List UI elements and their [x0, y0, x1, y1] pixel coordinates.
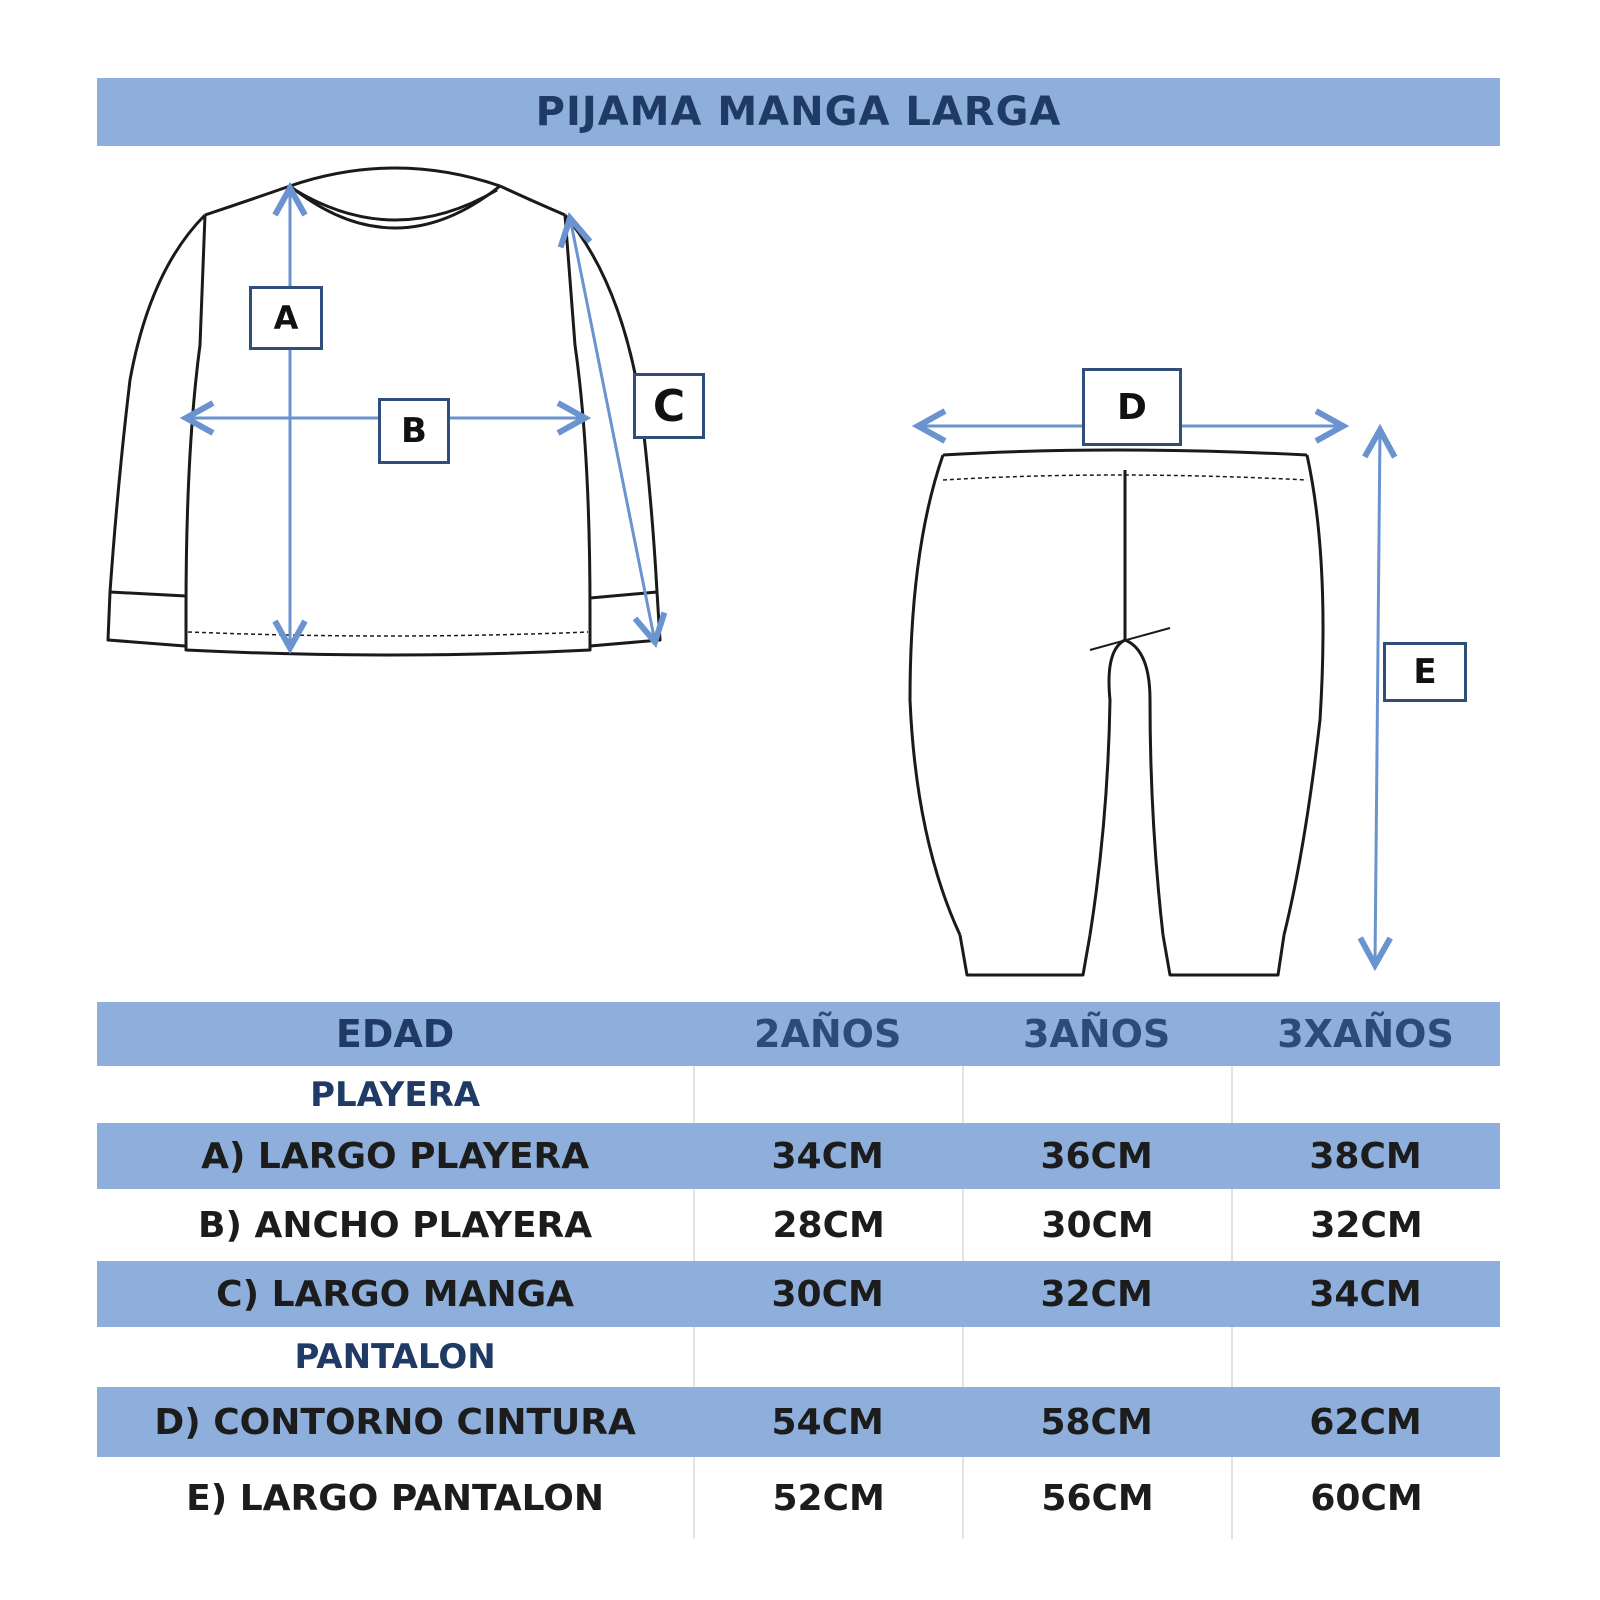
row-label: D) CONTORNO CINTURA — [154, 1401, 636, 1443]
arrow-e — [1375, 430, 1380, 965]
header-size-2: 2AÑOS — [754, 1012, 902, 1056]
label-a: A — [249, 286, 323, 350]
row-value: 36CM — [1040, 1135, 1153, 1177]
table-header-row — [97, 1002, 1500, 1066]
row-value: 30CM — [962, 1189, 1231, 1261]
row-value: 62CM — [1309, 1401, 1422, 1443]
table-row — [97, 1457, 1500, 1539]
table-row — [97, 1387, 1500, 1457]
row-value: 32CM — [1040, 1273, 1153, 1315]
page-title: PIJAMA MANGA LARGA — [535, 89, 1062, 135]
row-value: 32CM — [1231, 1189, 1500, 1261]
row-label: E) LARGO PANTALON — [186, 1477, 605, 1519]
row-value: 38CM — [1309, 1135, 1422, 1177]
label-b: B — [378, 398, 450, 464]
row-value: 54CM — [771, 1401, 884, 1443]
pants-outline — [910, 450, 1323, 975]
row-value: 58CM — [1040, 1401, 1153, 1443]
section-row-pantalon — [97, 1327, 1500, 1387]
row-value: 30CM — [771, 1273, 884, 1315]
section-row-playera — [97, 1066, 1500, 1123]
label-c: C — [633, 373, 705, 439]
table-row — [97, 1261, 1500, 1327]
section-title: PLAYERA — [310, 1074, 481, 1115]
size-table — [97, 1002, 1500, 1539]
row-label: B) ANCHO PLAYERA — [198, 1204, 593, 1246]
section-title: PANTALON — [294, 1337, 496, 1377]
row-value: 56CM — [962, 1457, 1231, 1539]
header-size-3x: 3XAÑOS — [1277, 1012, 1454, 1056]
label-e: E — [1383, 642, 1467, 702]
label-d: D — [1082, 368, 1182, 446]
row-value: 34CM — [771, 1135, 884, 1177]
row-value: 34CM — [1309, 1273, 1422, 1315]
row-value: 60CM — [1231, 1457, 1500, 1539]
table-row — [97, 1123, 1500, 1189]
row-value: 28CM — [693, 1189, 962, 1261]
row-value: 52CM — [693, 1457, 962, 1539]
header-age-label: EDAD — [335, 1012, 455, 1056]
table-row — [97, 1189, 1500, 1261]
row-label: C) LARGO MANGA — [216, 1273, 575, 1315]
row-label: A) LARGO PLAYERA — [201, 1135, 590, 1177]
measurement-arrows — [186, 188, 1380, 965]
header-size-3: 3AÑOS — [1022, 1012, 1171, 1056]
